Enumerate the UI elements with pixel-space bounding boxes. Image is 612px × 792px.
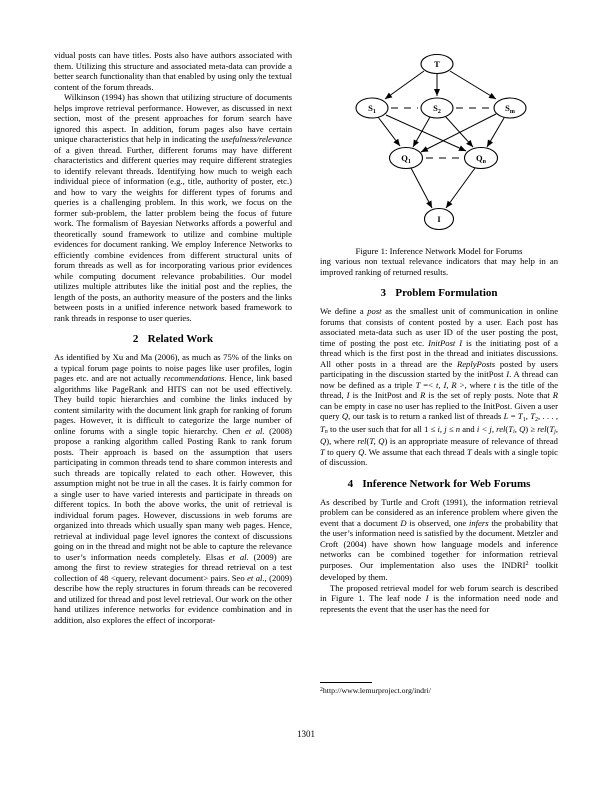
- section-number: 3: [380, 287, 386, 299]
- paragraph-inference-network-2: The proposed retrieval model for web forum search is described in Figure 1. The leaf node I is the information need node and represents the event that the user has the need for: [320, 582, 558, 614]
- paragraph-continuation-from-previous-page: vidual posts can have titles. Posts also have authors associated with them. Utilizing this structure and associated meta-data can provide a better search functionality than that enabled by using only the textual content of the forum threads.: [54, 50, 292, 92]
- section-title: Problem Formulation: [395, 287, 498, 299]
- paragraph-problem-formulation: We define a post as the smallest unit of communication in online forums that consists of content posted by a user. Each post has associated meta-data such as user ID of the user posting the post, time of posting the post etc. InitPost I is the initiating post of a thread which is the first post in the thread and initiates discussions. All other posts in a thread are the ReplyPosts posted by users participating in the discussion started by the initPost I. A thread can now be defined as a triple T =< t, I, R >, where t is the title of the thread, I is the InitPost and R is the set of reply posts. Note that R can be empty in case no user has replied to the InitPost. Given a user query Q, our task is to return a ranked list of threads L = T1, T2, . . . , Tn to the user such that for all 1 ≤ i, j ≤ n and i < j, rel(Ti, Q) ≥ rel(Tj, Q), where rel(T, Q) is an appropriate measure of relevance of thread T to query Q. We assume that each thread T deals with a single topic of discussion.: [320, 306, 559, 467]
- edge-Sm-Qn: [487, 118, 504, 147]
- section-number: 4: [347, 477, 354, 490]
- paragraph-related-work: As identified by Xu and Ma (2006), as much as 75% of the links on a typical forum page points to noise pages like user profiles, login pages etc. and are not actually recommendations. Hence, link based algorithms like PageRank and HITS can not be used effectively. They build topic hierarchies and combine the links induced by content similarity with the document link graph for ranking of forum pages. However, it is difficult to categorize the large number of online forums with a single topic hierarchy. Chen et al. (2008) propose a ranking algorithm called Posting Rank to rank forum posts. Their approach is based on the assumption that users participating in common threads tend to share common interests and such threads are topically related to each other. However, this assumption might not be true in all the cases. It is fairly common for a single user to have varied interests and participate in threads on different topics. In both the above works, the unit of retrieval is individual forum pages. However, discussions in web forums are organized into threads which usually span many web pages. Hence, retrieval at individual page level ignores the context of discussions going on in the thread and might not be able to capture the relevance to user’s information needs completely. Elsas et al. (2009) are among the first to review strategies for thread retrieval on a test collection of 48 <query, relevant document> pairs. Seo et al., (2009) describe how the reply structures in forum threads can be recovered and utilized for thread and post level retrieval. Our work on the other hand utilizes inference networks for evidence combination and in addition, also explores the effect of incorporat-: [54, 352, 293, 625]
- footnote-marker: 2: [320, 686, 323, 693]
- edge-S1-Q1: [378, 117, 400, 146]
- section-heading-inference-network: [320, 478, 558, 491]
- footnote: [320, 682, 558, 698]
- section-title: Related Work: [147, 333, 214, 345]
- edge-S2-Q1: [413, 117, 430, 147]
- footnote-rule: [320, 682, 372, 683]
- inference-network-diagram: [320, 50, 558, 236]
- paragraph-intro-structure: Wilkinson (1994) has shown that utilizing structure of documents helps improve retrieval performance. However, as discussed in next section, most of the present approaches for forum search have ignored this aspect. In addition, forum pages also have certain unique characteristics that help in indicating the usefulness/relevance of a given thread. Further, different forums may have different characteristics and different queries may require different strategies to identify relevant threads. Identifying how much to weigh each individual piece of information (e.g., title, authority of poster, etc.) and how to vary the weights for different types of forums and queries is a challenging problem. In this work, we focus on the former sub-problem, the latter problem being the focus of future work. The formalism of Bayesian Networks affords a powerful and theoretically sound framework to utilize and combine multiple evidences for document ranking. We employ Inference Networks to efficiently combine evidences from different structural units of forum threads as well as for incorporating various prior evidences while computing document relevance probabilities. Our model utilizes multiple attributes like the initial post and the replies, the length of the posts, an authority measure of the posters and the links between posts in a unified inference network based framework to rank threads in response to user queries.: [54, 92, 292, 323]
- section-heading-related-work: [54, 333, 292, 346]
- node-Q1-label: $Q_1$: [401, 153, 411, 165]
- right-column: [320, 50, 558, 614]
- node-Qn-label: $Q_n$: [476, 153, 486, 165]
- left-column: [54, 50, 292, 625]
- figure-inference-network: [320, 50, 558, 256]
- paragraph-continuation-across-columns: ing various non textual relevance indicators that may help in an improved ranking of returned results.: [320, 256, 558, 277]
- edge-T-Sm: [450, 71, 496, 99]
- section-title: Inference Network for Web Forums: [362, 477, 531, 490]
- figure-caption: Figure 1: Inference Network Model for Forums: [355, 245, 523, 256]
- paragraph-inference-network-1: As described by Turtle and Croft (1991), the information retrieval problem can be considered as an inference problem where given the event that a document D is observed, one infers the probability that the user’s information need is satisfied by the document. Metzler and Croft (2004) have shown how language models and inference networks can be combined together for information retrieval purposes. Our implementation also uses the INDRI$^2$ toolkit developed by them.: [320, 496, 559, 582]
- section-heading-problem-formulation: [320, 287, 558, 300]
- footnote-url-text: http://www.lemurproject.org/indri/: [322, 686, 431, 695]
- node-T-label: T: [434, 59, 440, 69]
- edge-Q1-I: [411, 168, 432, 208]
- node-S1-label: $S_1$: [368, 103, 376, 115]
- edge-Qn-I: [446, 168, 475, 208]
- edge-Sm-Q1: [421, 114, 496, 152]
- section-number: 2: [132, 333, 139, 345]
- edge-S2-Qn: [445, 116, 473, 147]
- node-Sm-ellipse: [494, 98, 526, 118]
- page-number: 1301: [297, 729, 315, 739]
- node-I-label: I: [437, 214, 441, 224]
- node-Sm-label: $S_m$: [505, 103, 515, 115]
- edge-S1-Qn: [386, 115, 466, 151]
- node-S2-label: $S_2$: [433, 103, 441, 115]
- edge-T-S1: [385, 71, 424, 99]
